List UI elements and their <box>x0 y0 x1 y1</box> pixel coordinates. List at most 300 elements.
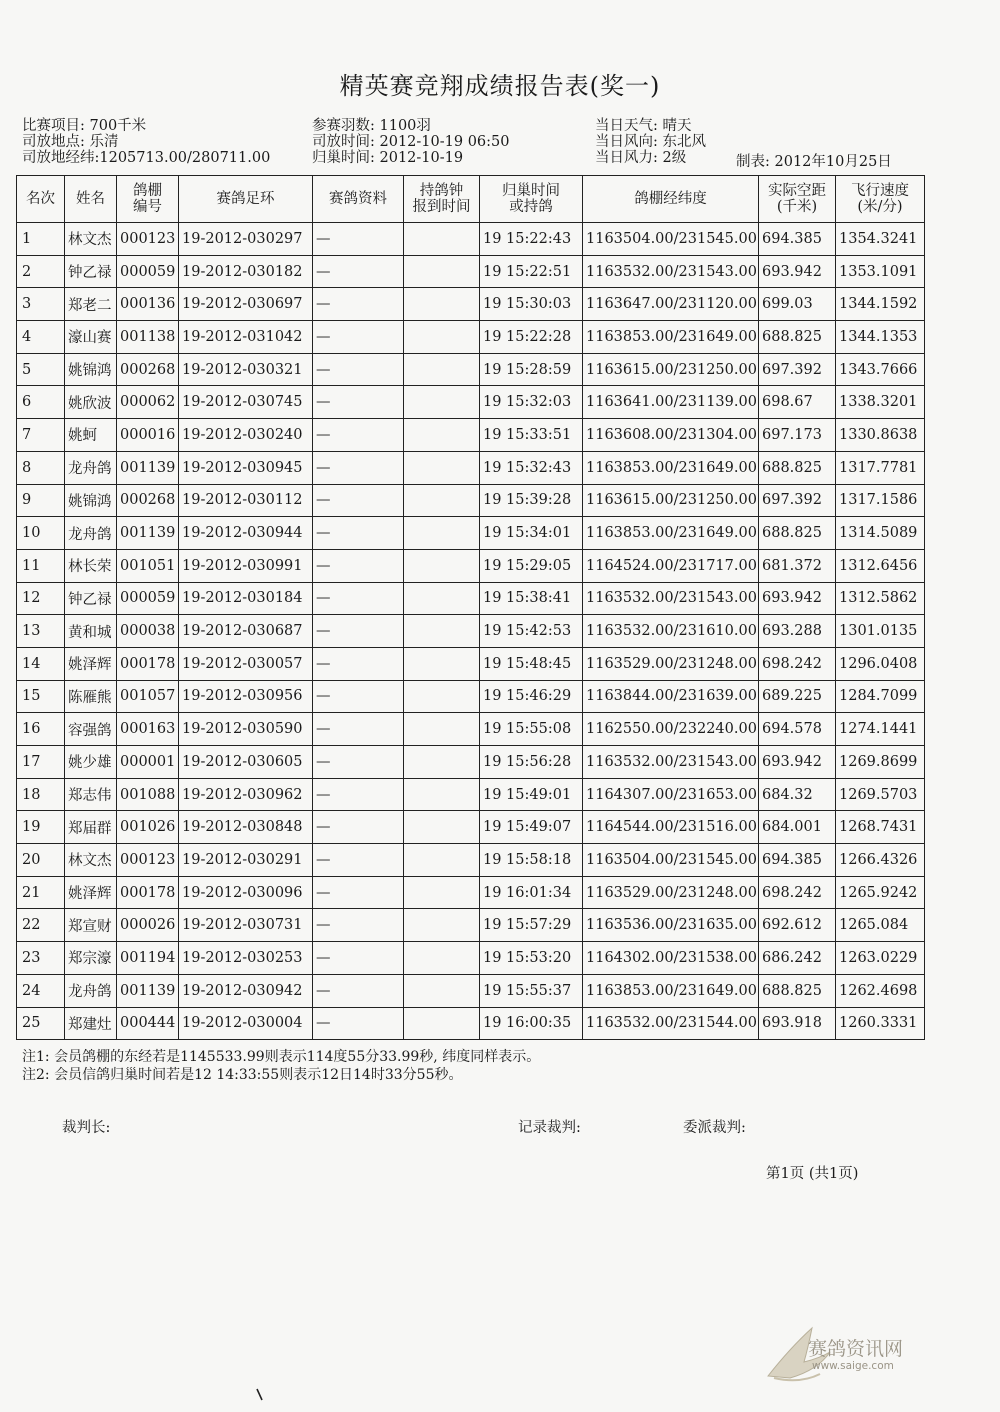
cell-distance: 699.03 <box>759 288 836 321</box>
cell-ring-number: 19-2012-030991 <box>179 549 313 582</box>
cell-loft-coords: 1164307.00/231653.00 <box>583 778 759 811</box>
cell-distance: 694.578 <box>759 713 836 746</box>
cell-bird-info: — <box>313 615 404 648</box>
cell-owner-name: 濠山赛 <box>65 321 117 354</box>
cell-loft-id: 001139 <box>117 451 179 484</box>
meta-made-date: 制表: 2012年10月25日 <box>736 154 892 170</box>
cell-distance: 693.942 <box>759 582 836 615</box>
cell-arrival-time: 19 16:00:35 <box>480 1007 583 1040</box>
header-arrival-time <box>480 176 583 223</box>
table-row <box>17 811 925 844</box>
cell-clock-time <box>404 288 480 321</box>
cell-owner-name: 姚蚵 <box>65 419 117 452</box>
cell-loft-coords: 1163844.00/231639.00 <box>583 680 759 713</box>
cell-rank: 5 <box>17 353 65 386</box>
header-label: 姓名 <box>76 191 105 207</box>
table-row <box>17 974 925 1007</box>
header-label: 名次 <box>26 191 55 207</box>
cell-bird-info: — <box>313 844 404 877</box>
cell-rank: 17 <box>17 746 65 779</box>
watermark-text: 赛鸽资讯网 <box>808 1338 904 1360</box>
cell-speed: 1268.7431 <box>836 811 925 844</box>
cell-bird-info: — <box>313 386 404 419</box>
table-row <box>17 255 925 288</box>
cell-bird-info: — <box>313 549 404 582</box>
cell-bird-info: — <box>313 778 404 811</box>
cell-rank: 4 <box>17 321 65 354</box>
cell-bird-info: — <box>313 353 404 386</box>
meta-wind-direction: 当日风向: 东北风 <box>595 134 706 150</box>
cell-owner-name: 郑志伟 <box>65 778 117 811</box>
cell-owner-name: 姚泽辉 <box>65 876 117 909</box>
table-row <box>17 680 925 713</box>
cell-loft-id: 000026 <box>117 909 179 942</box>
cell-ring-number: 19-2012-030945 <box>179 451 313 484</box>
cell-distance: 686.242 <box>759 942 836 975</box>
table-row <box>17 549 925 582</box>
cell-speed: 1343.7666 <box>836 353 925 386</box>
cell-owner-name: 钟乙禄 <box>65 582 117 615</box>
cell-loft-coords: 1163615.00/231250.00 <box>583 484 759 517</box>
appointed-judge-label: 委派裁判: <box>683 1120 746 1136</box>
meta-event: 比赛项目: 700千米 <box>22 118 147 134</box>
cell-rank: 12 <box>17 582 65 615</box>
cell-rank: 19 <box>17 811 65 844</box>
table-row <box>17 582 925 615</box>
header-label: 持鸽钟 报到时间 <box>412 183 471 215</box>
table-row <box>17 451 925 484</box>
cell-loft-id: 000016 <box>117 419 179 452</box>
header-label: 归巢时间 或持鸽 <box>502 183 560 215</box>
cell-loft-coords: 1164302.00/231538.00 <box>583 942 759 975</box>
table-row <box>17 876 925 909</box>
record-judge-label: 记录裁判: <box>518 1120 581 1136</box>
cell-loft-id: 001139 <box>117 974 179 1007</box>
cell-arrival-time: 19 15:49:01 <box>480 778 583 811</box>
cell-loft-coords: 1164524.00/231717.00 <box>583 549 759 582</box>
cell-clock-time <box>404 321 480 354</box>
cell-rank: 22 <box>17 909 65 942</box>
table-body <box>17 223 925 1040</box>
cell-owner-name: 龙舟鸽 <box>65 451 117 484</box>
cell-loft-coords: 1163853.00/231649.00 <box>583 517 759 550</box>
cell-rank: 11 <box>17 549 65 582</box>
table-row <box>17 909 925 942</box>
chief-judge-label: 裁判长: <box>62 1120 111 1136</box>
cell-loft-coords: 1162550.00/232240.00 <box>583 713 759 746</box>
cell-owner-name: 郑老二 <box>65 288 117 321</box>
cell-rank: 14 <box>17 647 65 680</box>
cell-loft-coords: 1163536.00/231635.00 <box>583 909 759 942</box>
cell-ring-number: 19-2012-030956 <box>179 680 313 713</box>
cell-speed: 1353.1091 <box>836 255 925 288</box>
cell-distance: 688.825 <box>759 321 836 354</box>
cell-loft-coords: 1163529.00/231248.00 <box>583 876 759 909</box>
cell-arrival-time: 19 15:22:51 <box>480 255 583 288</box>
cell-ring-number: 19-2012-030697 <box>179 288 313 321</box>
cell-speed: 1312.6456 <box>836 549 925 582</box>
header-ring <box>179 176 313 223</box>
cell-arrival-time: 19 15:57:29 <box>480 909 583 942</box>
cell-arrival-time: 19 15:33:51 <box>480 419 583 452</box>
cell-clock-time <box>404 746 480 779</box>
cell-loft-id: 000178 <box>117 647 179 680</box>
cell-owner-name: 姚锦鸿 <box>65 484 117 517</box>
cell-clock-time <box>404 974 480 1007</box>
cell-distance: 693.288 <box>759 615 836 648</box>
cell-speed: 1266.4326 <box>836 844 925 877</box>
cell-clock-time <box>404 844 480 877</box>
cell-loft-id: 001194 <box>117 942 179 975</box>
cell-owner-name: 姚欣波 <box>65 386 117 419</box>
cell-clock-time <box>404 419 480 452</box>
cell-loft-id: 000001 <box>117 746 179 779</box>
cell-ring-number: 19-2012-030184 <box>179 582 313 615</box>
cell-clock-time <box>404 451 480 484</box>
cell-distance: 693.918 <box>759 1007 836 1040</box>
cell-loft-coords: 1163532.00/231610.00 <box>583 615 759 648</box>
cell-owner-name: 姚锦鸿 <box>65 353 117 386</box>
cell-rank: 23 <box>17 942 65 975</box>
cell-loft-id: 000444 <box>117 1007 179 1040</box>
cell-arrival-time: 19 15:56:28 <box>480 746 583 779</box>
cell-distance: 688.825 <box>759 517 836 550</box>
cell-arrival-time: 19 15:32:03 <box>480 386 583 419</box>
cell-distance: 698.242 <box>759 876 836 909</box>
cell-rank: 3 <box>17 288 65 321</box>
scan-mark-icon <box>256 1388 264 1402</box>
cell-speed: 1284.7099 <box>836 680 925 713</box>
table-row <box>17 746 925 779</box>
cell-loft-id: 000038 <box>117 615 179 648</box>
cell-loft-coords: 1163647.00/231120.00 <box>583 288 759 321</box>
cell-clock-time <box>404 876 480 909</box>
cell-ring-number: 19-2012-030944 <box>179 517 313 550</box>
cell-speed: 1269.5703 <box>836 778 925 811</box>
cell-loft-coords: 1163532.00/231543.00 <box>583 582 759 615</box>
cell-distance: 681.372 <box>759 549 836 582</box>
table-row <box>17 321 925 354</box>
cell-loft-id: 000062 <box>117 386 179 419</box>
cell-ring-number: 19-2012-030962 <box>179 778 313 811</box>
cell-rank: 13 <box>17 615 65 648</box>
cell-owner-name: 林文杰 <box>65 223 117 256</box>
table-row <box>17 223 925 256</box>
table-row <box>17 844 925 877</box>
table-row <box>17 353 925 386</box>
header-label: 实际空距 (千米) <box>768 183 826 215</box>
cell-distance: 693.942 <box>759 746 836 779</box>
cell-loft-coords: 1163853.00/231649.00 <box>583 451 759 484</box>
cell-ring-number: 19-2012-030182 <box>179 255 313 288</box>
page-indicator: 第1页 (共1页) <box>766 1166 859 1182</box>
meta-wind-force: 当日风力: 2级 <box>595 150 687 166</box>
cell-rank: 10 <box>17 517 65 550</box>
cell-loft-id: 001138 <box>117 321 179 354</box>
cell-rank: 9 <box>17 484 65 517</box>
cell-rank: 25 <box>17 1007 65 1040</box>
cell-bird-info: — <box>313 582 404 615</box>
cell-owner-name: 黄和城 <box>65 615 117 648</box>
cell-speed: 1317.1586 <box>836 484 925 517</box>
cell-arrival-time: 19 15:55:08 <box>480 713 583 746</box>
cell-rank: 24 <box>17 974 65 1007</box>
cell-owner-name: 郑建灶 <box>65 1007 117 1040</box>
cell-distance: 697.173 <box>759 419 836 452</box>
cell-arrival-time: 19 15:55:37 <box>480 974 583 1007</box>
cell-loft-coords: 1163504.00/231545.00 <box>583 223 759 256</box>
cell-arrival-time: 19 15:32:43 <box>480 451 583 484</box>
table-row <box>17 484 925 517</box>
cell-clock-time <box>404 615 480 648</box>
cell-owner-name: 郑宣财 <box>65 909 117 942</box>
cell-arrival-time: 19 15:34:01 <box>480 517 583 550</box>
cell-arrival-time: 19 16:01:34 <box>480 876 583 909</box>
cell-bird-info: — <box>313 746 404 779</box>
cell-distance: 698.242 <box>759 647 836 680</box>
meta-arrival-date: 归巢时间: 2012-10-19 <box>312 150 464 166</box>
cell-distance: 688.825 <box>759 451 836 484</box>
table-row <box>17 942 925 975</box>
cell-distance: 689.225 <box>759 680 836 713</box>
cell-distance: 688.825 <box>759 974 836 1007</box>
cell-owner-name: 林文杰 <box>65 844 117 877</box>
cell-loft-coords: 1163608.00/231304.00 <box>583 419 759 452</box>
header-name <box>65 176 117 223</box>
cell-speed: 1274.1441 <box>836 713 925 746</box>
note-1: 注1: 会员鸽棚的东经若是1145533.99则表示114度55分33.99秒, 纬度同样表示。 <box>22 1049 541 1065</box>
cell-ring-number: 19-2012-030297 <box>179 223 313 256</box>
cell-loft-id: 001051 <box>117 549 179 582</box>
cell-loft-id: 000268 <box>117 484 179 517</box>
header-label: 飞行速度 (米/分) <box>851 183 909 215</box>
cell-bird-info: — <box>313 223 404 256</box>
cell-clock-time <box>404 353 480 386</box>
table-row <box>17 615 925 648</box>
cell-owner-name: 郑宗濠 <box>65 942 117 975</box>
table-row <box>17 419 925 452</box>
cell-distance: 697.392 <box>759 484 836 517</box>
cell-arrival-time: 19 15:29:05 <box>480 549 583 582</box>
cell-owner-name: 龙舟鸽 <box>65 517 117 550</box>
cell-ring-number: 19-2012-030605 <box>179 746 313 779</box>
cell-speed: 1344.1353 <box>836 321 925 354</box>
cell-ring-number: 19-2012-030321 <box>179 353 313 386</box>
cell-owner-name: 容强鸽 <box>65 713 117 746</box>
cell-arrival-time: 19 15:22:43 <box>480 223 583 256</box>
cell-clock-time <box>404 1007 480 1040</box>
cell-speed: 1317.7781 <box>836 451 925 484</box>
cell-bird-info: — <box>313 451 404 484</box>
cell-loft-coords: 1163532.00/231543.00 <box>583 746 759 779</box>
cell-clock-time <box>404 549 480 582</box>
cell-bird-info: — <box>313 811 404 844</box>
cell-bird-info: — <box>313 517 404 550</box>
cell-loft-coords: 1163504.00/231545.00 <box>583 844 759 877</box>
cell-bird-info: — <box>313 942 404 975</box>
cell-owner-name: 龙舟鸽 <box>65 974 117 1007</box>
cell-arrival-time: 19 15:39:28 <box>480 484 583 517</box>
cell-loft-coords: 1163532.00/231543.00 <box>583 255 759 288</box>
cell-speed: 1344.1592 <box>836 288 925 321</box>
cell-loft-id: 000178 <box>117 876 179 909</box>
header-label: 鸽棚经纬度 <box>634 191 707 207</box>
cell-loft-id: 000059 <box>117 255 179 288</box>
cell-speed: 1330.8638 <box>836 419 925 452</box>
cell-clock-time <box>404 647 480 680</box>
cell-rank: 20 <box>17 844 65 877</box>
report-title: 精英赛竞翔成绩报告表(奖一) <box>339 72 661 100</box>
cell-loft-id: 000268 <box>117 353 179 386</box>
cell-clock-time <box>404 517 480 550</box>
cell-rank: 8 <box>17 451 65 484</box>
cell-clock-time <box>404 582 480 615</box>
cell-ring-number: 19-2012-030942 <box>179 974 313 1007</box>
cell-ring-number: 19-2012-030590 <box>179 713 313 746</box>
header-label: 赛鸽足环 <box>216 191 275 207</box>
cell-bird-info: — <box>313 647 404 680</box>
cell-loft-id: 000123 <box>117 223 179 256</box>
cell-speed: 1265.9242 <box>836 876 925 909</box>
cell-rank: 15 <box>17 680 65 713</box>
cell-speed: 1314.5089 <box>836 517 925 550</box>
cell-distance: 694.385 <box>759 223 836 256</box>
header-label: 鸽棚 编号 <box>133 183 162 215</box>
cell-loft-id: 000059 <box>117 582 179 615</box>
cell-loft-id: 001057 <box>117 680 179 713</box>
cell-bird-info: — <box>313 680 404 713</box>
header-speed <box>836 176 925 223</box>
header-coords <box>583 176 759 223</box>
cell-ring-number: 19-2012-030240 <box>179 419 313 452</box>
cell-speed: 1265.084 <box>836 909 925 942</box>
cell-arrival-time: 19 15:48:45 <box>480 647 583 680</box>
cell-loft-id: 000123 <box>117 844 179 877</box>
cell-ring-number: 19-2012-030731 <box>179 909 313 942</box>
cell-arrival-time: 19 15:22:28 <box>480 321 583 354</box>
cell-arrival-time: 19 15:42:53 <box>480 615 583 648</box>
cell-loft-coords: 1163615.00/231250.00 <box>583 353 759 386</box>
cell-speed: 1262.4698 <box>836 974 925 1007</box>
meta-release-time: 司放时间: 2012-10-19 06:50 <box>312 134 510 150</box>
cell-distance: 692.612 <box>759 909 836 942</box>
meta-release-place: 司放地点: 乐清 <box>22 134 119 150</box>
table-row <box>17 288 925 321</box>
meta-weather: 当日天气: 晴天 <box>595 118 692 134</box>
cell-arrival-time: 19 15:53:20 <box>480 942 583 975</box>
results-table <box>16 175 925 1040</box>
cell-arrival-time: 19 15:49:07 <box>480 811 583 844</box>
cell-loft-coords: 1163641.00/231139.00 <box>583 386 759 419</box>
cell-bird-info: — <box>313 419 404 452</box>
cell-bird-info: — <box>313 876 404 909</box>
cell-clock-time <box>404 680 480 713</box>
cell-speed: 1301.0135 <box>836 615 925 648</box>
header-loft-id <box>117 176 179 223</box>
cell-loft-coords: 1163853.00/231649.00 <box>583 974 759 1007</box>
table-row <box>17 1007 925 1040</box>
table-row <box>17 713 925 746</box>
cell-rank: 18 <box>17 778 65 811</box>
cell-clock-time <box>404 255 480 288</box>
cell-distance: 684.32 <box>759 778 836 811</box>
cell-arrival-time: 19 15:30:03 <box>480 288 583 321</box>
cell-loft-coords: 1163853.00/231649.00 <box>583 321 759 354</box>
cell-loft-id: 001139 <box>117 517 179 550</box>
table-header-row <box>17 176 925 223</box>
table-row <box>17 647 925 680</box>
cell-loft-coords: 1163532.00/231544.00 <box>583 1007 759 1040</box>
cell-rank: 7 <box>17 419 65 452</box>
cell-owner-name: 郑届群 <box>65 811 117 844</box>
cell-bird-info: — <box>313 484 404 517</box>
cell-ring-number: 19-2012-030004 <box>179 1007 313 1040</box>
cell-clock-time <box>404 909 480 942</box>
table-row <box>17 517 925 550</box>
cell-arrival-time: 19 15:58:18 <box>480 844 583 877</box>
cell-ring-number: 19-2012-030057 <box>179 647 313 680</box>
table-row <box>17 778 925 811</box>
header-rank <box>17 176 65 223</box>
cell-speed: 1269.8699 <box>836 746 925 779</box>
cell-ring-number: 19-2012-030848 <box>179 811 313 844</box>
cell-speed: 1263.0229 <box>836 942 925 975</box>
cell-speed: 1312.5862 <box>836 582 925 615</box>
cell-clock-time <box>404 484 480 517</box>
cell-rank: 2 <box>17 255 65 288</box>
cell-bird-info: — <box>313 288 404 321</box>
cell-distance: 698.67 <box>759 386 836 419</box>
cell-ring-number: 19-2012-030687 <box>179 615 313 648</box>
cell-ring-number: 19-2012-031042 <box>179 321 313 354</box>
header-clock-time <box>404 176 480 223</box>
cell-speed: 1296.0408 <box>836 647 925 680</box>
meta-entries: 参赛羽数: 1100羽 <box>312 118 431 134</box>
header-label: 赛鸽资料 <box>329 191 387 207</box>
cell-rank: 16 <box>17 713 65 746</box>
watermark-url: www.saige.com <box>812 1360 894 1372</box>
cell-rank: 6 <box>17 386 65 419</box>
table-row <box>17 386 925 419</box>
note-2: 注2: 会员信鸽归巢时间若是12 14:33:55则表示12日14时33分55秒。 <box>22 1067 463 1083</box>
cell-bird-info: — <box>313 1007 404 1040</box>
cell-ring-number: 19-2012-030253 <box>179 942 313 975</box>
cell-loft-id: 000163 <box>117 713 179 746</box>
cell-distance: 697.392 <box>759 353 836 386</box>
cell-ring-number: 19-2012-030112 <box>179 484 313 517</box>
cell-bird-info: — <box>313 255 404 288</box>
cell-ring-number: 19-2012-030745 <box>179 386 313 419</box>
cell-owner-name: 钟乙禄 <box>65 255 117 288</box>
cell-clock-time <box>404 942 480 975</box>
cell-rank: 21 <box>17 876 65 909</box>
cell-loft-coords: 1164544.00/231516.00 <box>583 811 759 844</box>
cell-speed: 1338.3201 <box>836 386 925 419</box>
cell-owner-name: 姚泽辉 <box>65 647 117 680</box>
header-bird-info <box>313 176 404 223</box>
cell-arrival-time: 19 15:28:59 <box>480 353 583 386</box>
cell-rank: 1 <box>17 223 65 256</box>
cell-clock-time <box>404 223 480 256</box>
cell-distance: 693.942 <box>759 255 836 288</box>
cell-owner-name: 陈雁熊 <box>65 680 117 713</box>
cell-arrival-time: 19 15:46:29 <box>480 680 583 713</box>
cell-clock-time <box>404 386 480 419</box>
cell-bird-info: — <box>313 974 404 1007</box>
cell-loft-id: 000136 <box>117 288 179 321</box>
cell-bird-info: — <box>313 909 404 942</box>
cell-bird-info: — <box>313 321 404 354</box>
